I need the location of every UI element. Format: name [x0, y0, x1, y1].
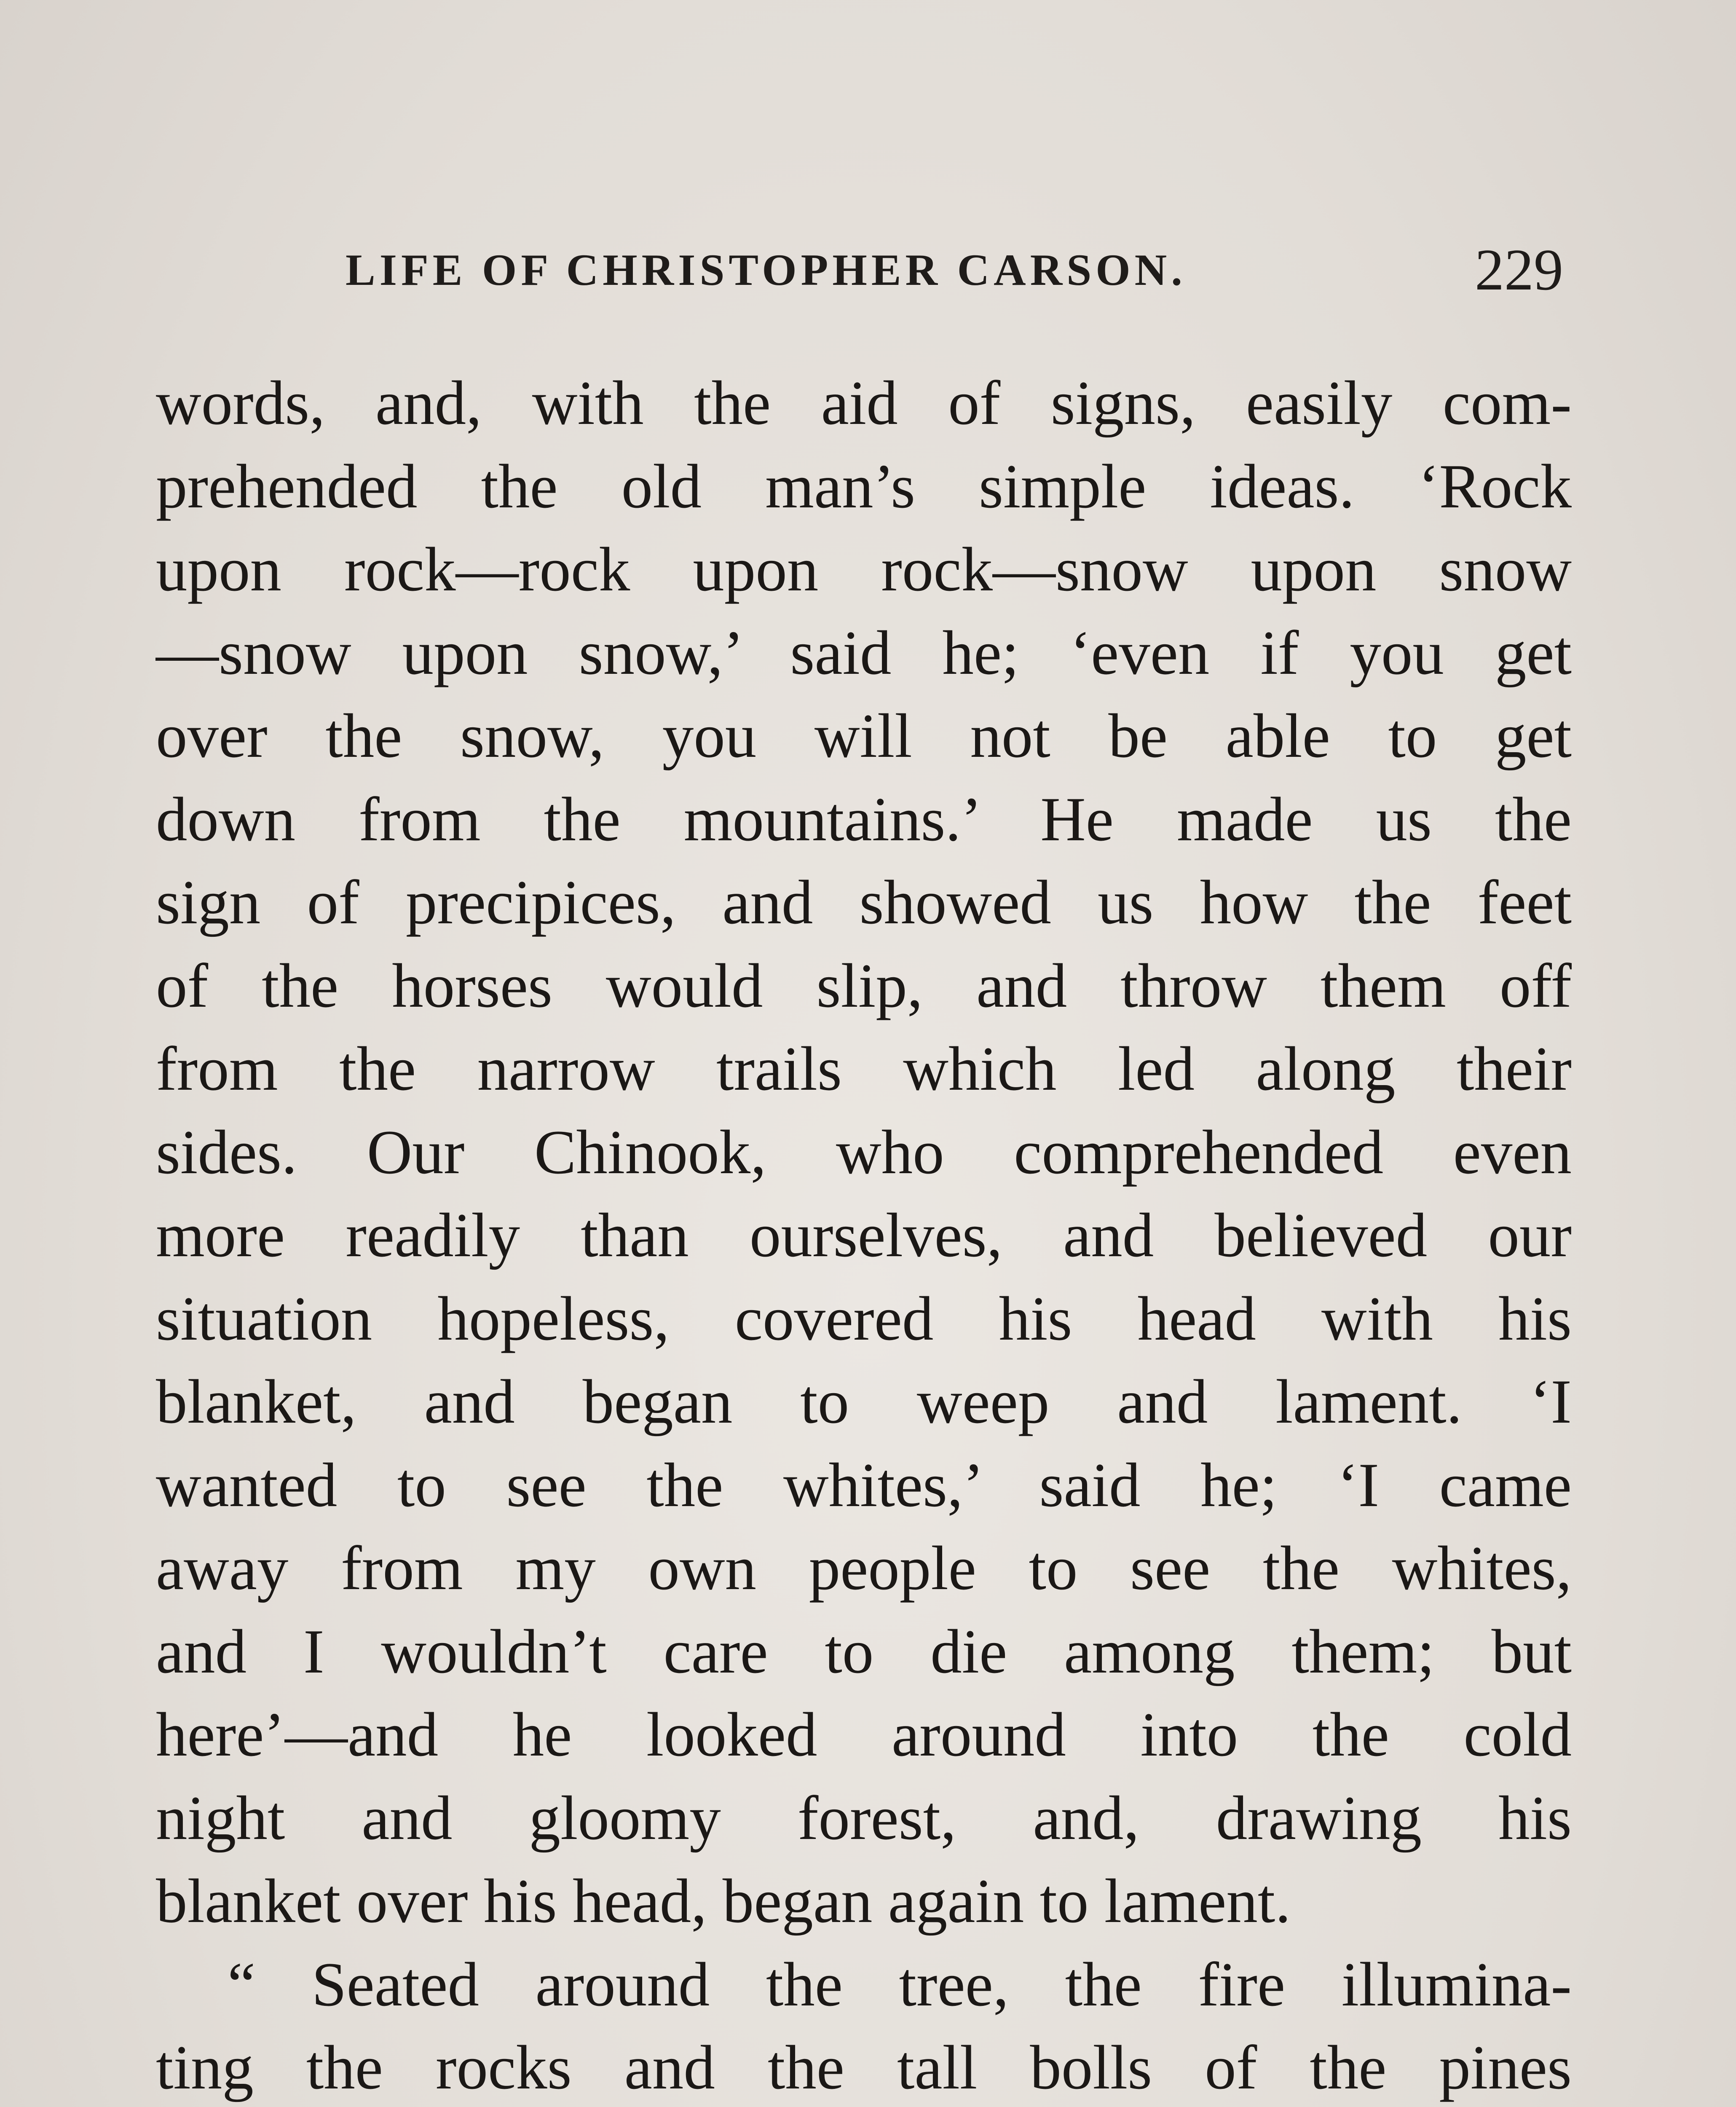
text-line: over the snow, you will not be able to get	[156, 701, 1572, 771]
text-line: prehended the old man’s simple ideas. ‘Rock	[156, 451, 1572, 521]
text-line: ting the rocks and the tall bolls of the pines	[156, 2033, 1572, 2102]
text-line: down from the mountains.’ He made us the	[156, 784, 1572, 854]
text-line: here’—and he looked around into the cold	[156, 1700, 1572, 1769]
text-line: of the horses would slip, and throw them off	[156, 951, 1572, 1021]
text-line: —snow upon snow,’ said he; ‘even if you get	[156, 618, 1572, 688]
page-header	[346, 219, 1563, 312]
text-line: sign of precipices, and showed us how the feet	[156, 868, 1572, 937]
body-text	[156, 362, 1572, 2107]
text-line: upon rock—rock upon rock—snow upon snow	[156, 535, 1572, 604]
text-line: from the narrow trails which led along their	[156, 1034, 1572, 1104]
text-line: blanket over his head, began again to lament.	[156, 1866, 1291, 1936]
text-line: away from my own people to see the whites,	[156, 1533, 1572, 1603]
text-line: words, and, with the aid of signs, easily com-	[156, 368, 1572, 438]
running-head: LIFE OF CHRISTOPHER CARSON.	[346, 245, 1187, 295]
text-line: wanted to see the whites,’ said he; ‘I came	[156, 1450, 1572, 1520]
text-line: “ Seated around the tree, the fire illumina-	[228, 1949, 1572, 2019]
text-line: more readily than ourselves, and believed our	[156, 1201, 1572, 1270]
text-line: and I wouldn’t care to die among them; but	[156, 1616, 1572, 1686]
page-number: 229	[1475, 237, 1563, 303]
text-line: night and gloomy forest, and, drawing his	[156, 1783, 1572, 1853]
text-line: situation hopeless, covered his head with his	[156, 1284, 1572, 1354]
text-line: sides. Our Chinook, who comprehended even	[156, 1117, 1572, 1187]
text-line: blanket, and began to weep and lament. ‘I	[156, 1367, 1572, 1437]
